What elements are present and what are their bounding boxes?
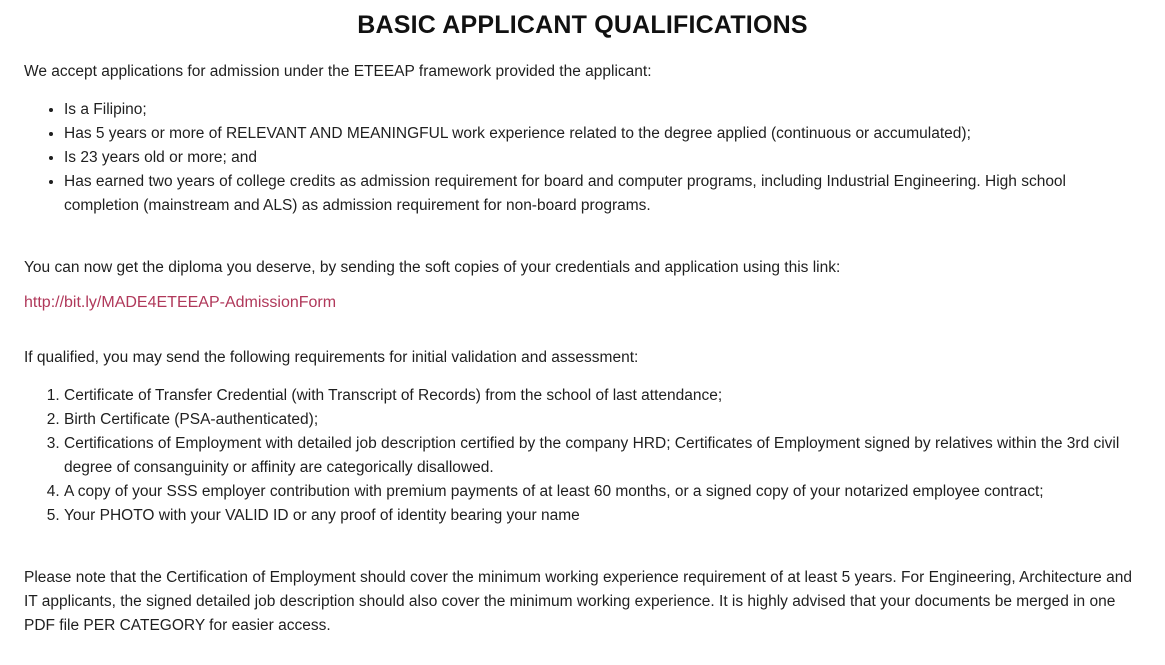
list-item: • Is 23 years old or more; and — [64, 146, 1141, 170]
note-text: Please note that the Certification of Employment should cover the minimum working experience requirement of at least 5 years. For Engineering, Architecture and IT applicants, the signed detailed job description should also cover the minimum working experience. It is highly advised that your documents be merged in one PDF file PER CATEGORY for easier access. — [24, 569, 1132, 634]
qualifications-list — [24, 98, 1141, 218]
list-item: 2. Birth Certificate (PSA-authenticated); — [64, 408, 1141, 432]
list-item: • Has earned two years of college credits as admission requirement for board and computer programs, including Industrial Engineering. High school completion (mainstream and ALS) as admission requirement for non-board programs. — [64, 170, 1141, 218]
list-item: 3. Certifications of Employment with detailed job description certified by the company HRD; Certificates of Employment signed by relatives within the 3rd civil degree of consanguinity or affinity are categorically disallowed. — [64, 432, 1141, 480]
requirements-intro: If qualified, you may send the following requirements for initial validation and assessment: — [24, 349, 639, 366]
list-item: 4. A copy of your SSS employer contribution with premium payments of at least 60 months, or a signed copy of your notarized employee contract; — [64, 480, 1141, 504]
intro-text: We accept applications for admission under the ETEEAP framework provided the applicant: — [24, 63, 652, 80]
cta-text: You can now get the diploma you deserve, by sending the soft copies of your credentials and application using this link: — [24, 259, 841, 276]
requirements-list — [24, 384, 1141, 528]
list-item: 1. Certificate of Transfer Credential (with Transcript of Records) from the school of last attendance; — [64, 384, 1141, 408]
list-item: • Is a Filipino; — [64, 98, 1141, 122]
list-item: • Has 5 years or more of RELEVANT AND MEANINGFUL work experience related to the degree applied (continuous or accumulated); — [64, 122, 1141, 146]
list-item: 5. Your PHOTO with your VALID ID or any proof of identity bearing your name — [64, 504, 1141, 528]
admission-form-link[interactable]: http://bit.ly/MADE4ETEEAP-AdmissionForm — [24, 294, 337, 311]
page-title: BASIC APPLICANT QUALIFICATIONS — [357, 11, 808, 39]
